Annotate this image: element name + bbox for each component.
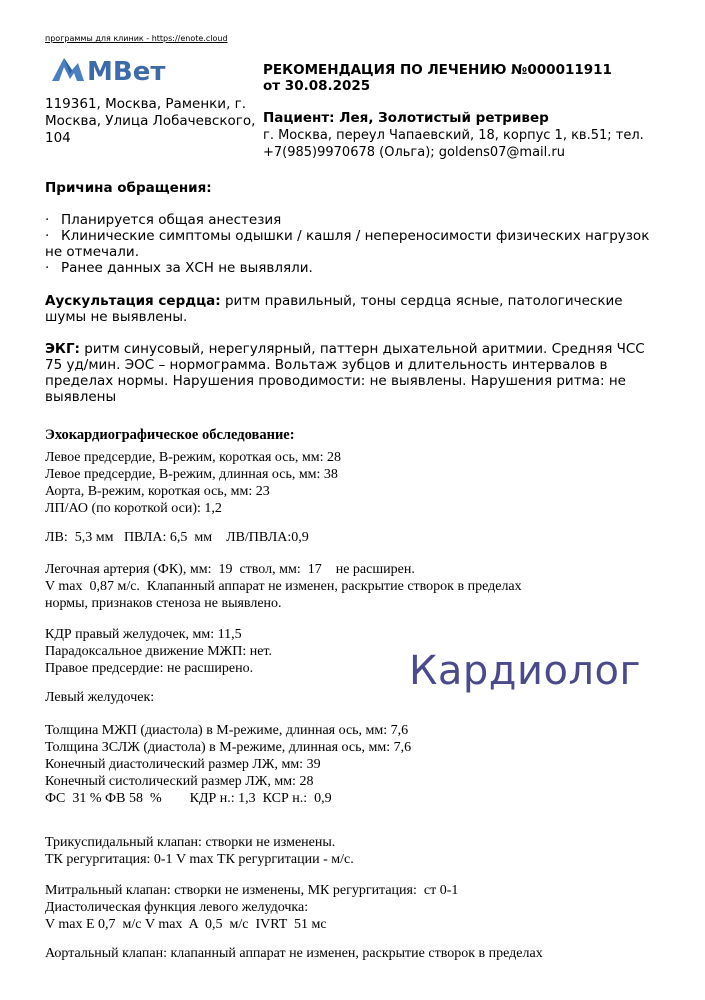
echo-line: нормы, признаков стеноза не выявлено.	[45, 596, 282, 611]
patient-contacts: г. Москва, переул Чапаевский, 18, корпус 1, кв.51; тел. +7(985)9970678 (Ольга); goldens07@mail.ru	[263, 128, 644, 160]
document-title	[263, 62, 683, 94]
echo-line: ФС 31 % ФВ 58 % КДР н.: 1,3 КСР н.: 0,9	[45, 791, 332, 806]
logo-graphic	[50, 55, 180, 87]
reason-section	[45, 180, 665, 276]
logo-text: МВет	[87, 57, 166, 87]
echo-line: Толщина ЗСЛЖ (диастола) в М-режиме, длинная ось, мм: 7,6	[45, 740, 412, 755]
auscultation-section	[45, 293, 665, 325]
software-link[interactable]: программы для клиник - https://enote.cloud	[45, 34, 228, 43]
clinic-address: 119361, Москва, Раменки, г. Москва, Улица Лобачевского, 104	[45, 96, 256, 146]
patient-info	[263, 110, 683, 161]
mitral-section	[45, 882, 665, 933]
ecg-section	[45, 341, 665, 405]
echo-line: V max E 0,7 м/с V max A 0,5 м/с IVRT 51 мс	[45, 917, 327, 932]
left-ventricle-section	[45, 722, 665, 807]
echo-line: Толщина МЖП (диастола) в М-режиме, длинная ось, мм: 7,6	[45, 723, 409, 738]
reason-list	[45, 212, 665, 276]
cardiologist-stamp: Кардиолог	[409, 648, 641, 694]
echo-line: V max 0,87 м/с. Клапанный аппарат не изменен, раскрытие створок в пределах	[45, 579, 522, 594]
echo-group-1	[45, 449, 665, 517]
lv-line: ЛВ: 5,3 мм ПВЛА: 6,5 мм ЛВ/ПВЛА:0,9	[45, 530, 309, 545]
echo-line: Митральный клапан: створки не изменены, МК регургитация: ст 0-1	[45, 883, 459, 898]
echo-line: Правое предсердие: не расширено.	[45, 661, 254, 676]
aortic-line-cutoff: Аортальный клапан: клапанный аппарат не изменен, раскрытие створок в пределах	[45, 946, 543, 961]
pulmonary-section	[45, 561, 665, 612]
echo-line: Левое предсердие, В-режим, короткая ось, мм: 28	[45, 450, 341, 465]
echo-line: Парадоксальное движение МЖП: нет.	[45, 644, 272, 659]
echo-line: ЛП/АО (по короткой оси): 1,2	[45, 501, 222, 516]
tricuspid-section	[45, 834, 665, 868]
ecg-label: ЭКГ:	[45, 341, 80, 357]
echo-line: Конечный диастолический размер ЛЖ, мм: 39	[45, 757, 321, 772]
echo-line: Аорта, В-режим, короткая ось, мм: 23	[45, 484, 270, 499]
left-ventricle-heading: Левый желудочек:	[45, 690, 155, 705]
ecg-text: ритм синусовый, нерегулярный, паттерн дыхательной аритмии. Средняя ЧСС 75 уд/мин. ЭОС – нормограмма. Вольтаж зубцов и длительность интервалов в пределах нормы. Нарушения проводимости: не выявлены. Нарушения ритма: не выявлены	[45, 341, 645, 405]
list-item: · Планируется общая анестезия	[45, 212, 282, 228]
echo-heading: Эхокардиографическое обследование:	[45, 427, 295, 443]
echo-line: Трикуспидальный клапан: створки не изменены.	[45, 835, 336, 850]
echo-line: Диастолическая функция левого желудочка:	[45, 900, 309, 915]
list-item: · Клинические симптомы одышки / кашля / непереносимости физических нагрузок не отмечали.	[45, 228, 650, 260]
title-line-1: РЕКОМЕНДАЦИЯ ПО ЛЕЧЕНИЮ №000011911	[263, 62, 612, 78]
list-item: · Ранее данных за ХСН не выявляли.	[45, 260, 313, 276]
patient-name: Пациент: Лея, Золотистый ретривер	[263, 110, 549, 126]
echo-line: Левое предсердие, В-режим, длинная ось, мм: 38	[45, 467, 338, 482]
auscultation-text: ритм правильный, тоны сердца ясные, патологические шумы не выявлены.	[45, 293, 623, 325]
title-date: от 30.08.2025	[263, 78, 371, 94]
echo-line: ТК регургитация: 0-1 V max ТК регургитации - м/с.	[45, 852, 354, 867]
auscultation-label: Аускультация сердца:	[45, 293, 221, 309]
clinic-logo	[50, 55, 180, 88]
reason-heading: Причина обращения:	[45, 180, 212, 196]
echo-line: КДР правый желудочек, мм: 11,5	[45, 627, 242, 642]
echo-line: Легочная артерия (ФК), мм: 19 ствол, мм: 17 не расширен.	[45, 562, 415, 577]
echo-line: Конечный систолический размер ЛЖ, мм: 28	[45, 774, 314, 789]
